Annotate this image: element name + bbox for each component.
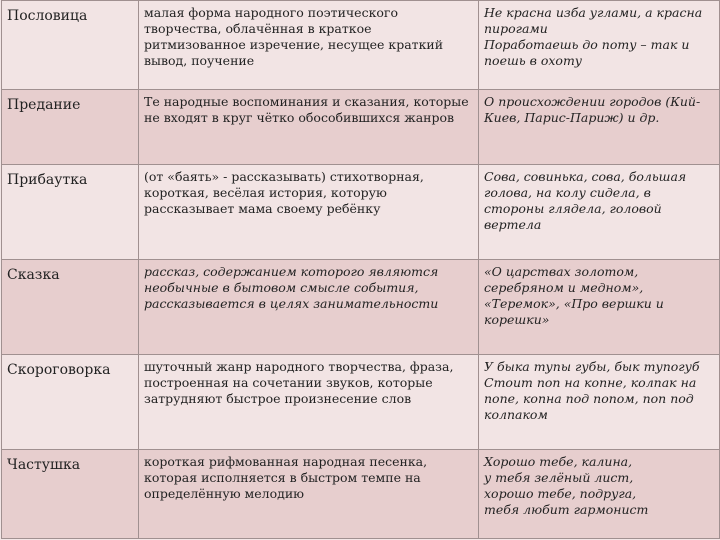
genre-definition: шуточный жанр народного творчества, фраза, построенная на сочетании звуков, которые затрудняют быстрое произнесение слов bbox=[139, 355, 479, 450]
genre-term: Пословица bbox=[2, 1, 139, 90]
genre-definition: короткая рифмованная народная песенка, которая исполняется в быстром темпе на определённую мелодию bbox=[139, 450, 479, 539]
genre-term: Скороговорка bbox=[2, 355, 139, 450]
table-row bbox=[2, 355, 720, 450]
table-row bbox=[2, 90, 720, 165]
genre-term: Частушка bbox=[2, 450, 139, 539]
genre-term: Предание bbox=[2, 90, 139, 165]
table-row bbox=[2, 165, 720, 260]
folklore-genres-table bbox=[1, 0, 720, 539]
genre-example: У быка тупы губы, бык тупогуб Стоит поп на копне, колпак на попе, копна под попом, поп под колпаком bbox=[479, 355, 720, 450]
genre-example: О происхождении городов (Кий-Киев, Парис-Париж) и др. bbox=[479, 90, 720, 165]
genre-example: Сова, совинька, сова, большая голова, на колу сидела, в стороны глядела, головой вертела bbox=[479, 165, 720, 260]
genre-example: «О царствах золотом, серебряном и медном», «Теремок», «Про вершки и корешки» bbox=[479, 260, 720, 355]
genre-definition: рассказ, содержанием которого являются необычные в бытовом смысле события, рассказывается в целях занимательности bbox=[139, 260, 479, 355]
genre-term: Сказка bbox=[2, 260, 139, 355]
table-row bbox=[2, 450, 720, 539]
genre-definition: (от «баять» - рассказывать) стихотворная, короткая, весёлая история, которую рассказывает мама своему ребёнку bbox=[139, 165, 479, 260]
genre-definition: Те народные воспоминания и сказания, которые не входят в круг чётко обособившихся жанров bbox=[139, 90, 479, 165]
genre-example: Не красна изба углами, а красна пирогами Поработаешь до поту – так и поешь в охоту bbox=[479, 1, 720, 90]
genre-example: Хорошо тебе, калина, у тебя зелёный лист, хорошо тебе, подруга, тебя любит гармонист bbox=[479, 450, 720, 539]
table-row bbox=[2, 1, 720, 90]
table-row bbox=[2, 260, 720, 355]
genre-definition: малая форма народного поэтического творчества, облачённая в краткое ритмизованное изречение, несущее краткий вывод, поучение bbox=[139, 1, 479, 90]
genre-term: Прибаутка bbox=[2, 165, 139, 260]
